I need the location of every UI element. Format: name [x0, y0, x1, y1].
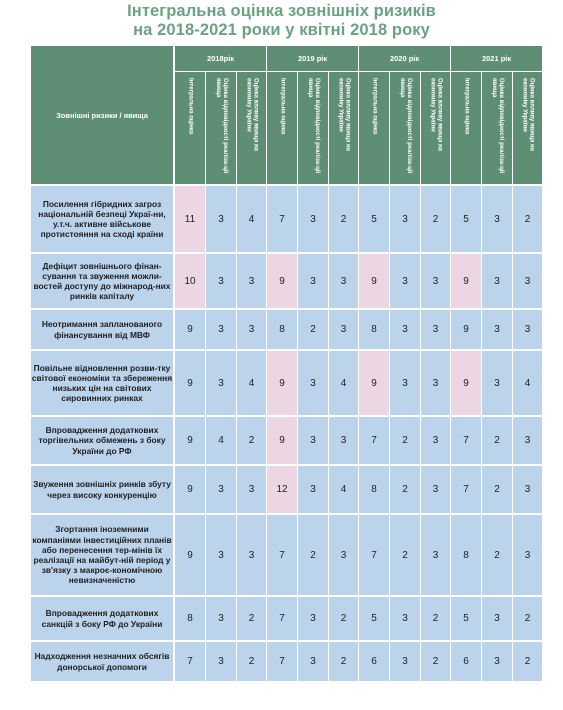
risk-label: Звуження зовнішніх ринків збуту через високу конкуренцію — [31, 464, 174, 513]
table-row — [31, 595, 542, 640]
subcolumn-header-label: Оцінка відповідності реаліза-ції явища — [399, 78, 413, 174]
risk-label: Посилення гібридних загроз національній безпеці Украї-ни, у.т.ч. активне військове протистояння на сході країни — [31, 184, 174, 252]
subcolumn-header — [174, 72, 205, 184]
table-row — [31, 513, 542, 595]
integral-score-cell: 9 — [174, 308, 205, 349]
impact-score-cell: 3 — [328, 513, 358, 595]
table-row — [31, 349, 542, 415]
impact-score-cell: 3 — [420, 308, 450, 349]
impact-score-cell: 4 — [328, 464, 358, 513]
subcolumn-header-label: Оцінка впливу явища на економіку України — [245, 78, 259, 151]
subcolumn-header-label: Інтегральна оцінка — [279, 78, 286, 135]
probability-score-cell: 2 — [389, 464, 420, 513]
probability-score-cell: 3 — [389, 184, 420, 252]
subcolumn-header — [512, 72, 542, 184]
subcolumn-header-label: Оцінка відповідності реаліза-ції явища — [307, 78, 321, 174]
subcolumn-header — [205, 72, 236, 184]
year-header-2020: 2020 рік — [358, 46, 450, 72]
probability-score-cell: 3 — [297, 184, 328, 252]
probability-score-cell: 3 — [481, 640, 512, 681]
probability-score-cell: 3 — [481, 308, 512, 349]
impact-score-cell: 2 — [420, 640, 450, 681]
impact-score-cell: 2 — [236, 415, 266, 464]
integral-score-cell: 7 — [266, 184, 297, 252]
probability-score-cell: 2 — [481, 513, 512, 595]
impact-score-cell: 3 — [512, 308, 542, 349]
risk-label: Впровадження додаткових санкцій з боку РФ до України — [31, 595, 174, 640]
impact-score-cell: 4 — [328, 349, 358, 415]
subcolumn-header-label: Оцінка відповідності реаліза-ції явища — [491, 78, 505, 174]
probability-score-cell: 2 — [389, 415, 420, 464]
risk-label: Неотримання запланованого фінансування від МВФ — [31, 308, 174, 349]
probability-score-cell: 3 — [297, 349, 328, 415]
page-title — [0, 0, 563, 42]
impact-score-cell: 2 — [512, 184, 542, 252]
probability-score-cell: 3 — [297, 595, 328, 640]
subcolumn-header-label: Оцінка впливу явища на економіку України — [337, 78, 351, 151]
integral-score-cell: 11 — [174, 184, 205, 252]
probability-score-cell: 3 — [481, 252, 512, 308]
probability-score-cell: 3 — [205, 349, 236, 415]
year-header-2021: 2021 рік — [450, 46, 542, 72]
probability-score-cell: 3 — [389, 349, 420, 415]
probability-score-cell: 3 — [389, 252, 420, 308]
probability-score-cell: 4 — [205, 415, 236, 464]
integral-score-cell: 9 — [266, 252, 297, 308]
integral-score-cell: 9 — [266, 415, 297, 464]
probability-score-cell: 2 — [481, 464, 512, 513]
impact-score-cell: 3 — [512, 415, 542, 464]
impact-score-cell: 2 — [328, 595, 358, 640]
integral-score-cell: 12 — [266, 464, 297, 513]
impact-score-cell: 2 — [236, 640, 266, 681]
probability-score-cell: 3 — [205, 513, 236, 595]
probability-score-cell: 2 — [297, 513, 328, 595]
impact-score-cell: 3 — [420, 349, 450, 415]
subcolumn-header-label: Інтегральна оцінка — [187, 78, 194, 135]
integral-score-cell: 8 — [174, 595, 205, 640]
impact-score-cell: 3 — [236, 464, 266, 513]
impact-score-cell: 4 — [236, 184, 266, 252]
impact-score-cell: 3 — [512, 464, 542, 513]
subcolumn-header — [389, 72, 420, 184]
year-header-2019: 2019 рік — [266, 46, 358, 72]
probability-score-cell: 3 — [481, 595, 512, 640]
impact-score-cell: 2 — [420, 595, 450, 640]
probability-score-cell: 3 — [205, 184, 236, 252]
subcolumn-header — [450, 72, 481, 184]
integral-score-cell: 9 — [358, 252, 389, 308]
impact-score-cell: 2 — [512, 595, 542, 640]
impact-score-cell: 2 — [328, 640, 358, 681]
impact-score-cell: 2 — [420, 184, 450, 252]
subcolumn-header — [328, 72, 358, 184]
integral-score-cell: 9 — [266, 349, 297, 415]
risk-label: Дефіцит зовнішнього фінан-сування та звуження можли-востей доступу до міжнарод-них ринків капіталу — [31, 252, 174, 308]
integral-score-cell: 7 — [358, 513, 389, 595]
risk-label: Надходження незначних обсягів донорської допомоги — [31, 640, 174, 681]
subcolumn-header — [266, 72, 297, 184]
integral-score-cell: 9 — [450, 308, 481, 349]
probability-score-cell: 2 — [481, 415, 512, 464]
integral-score-cell: 5 — [450, 595, 481, 640]
integral-score-cell: 7 — [450, 464, 481, 513]
title-line-2: на 2018-2021 роки у квітні 2018 року — [133, 21, 430, 39]
title-line-1: Інтегральна оцінка зовнішніх ризиків — [127, 2, 436, 20]
impact-score-cell: 3 — [420, 513, 450, 595]
impact-score-cell: 2 — [328, 184, 358, 252]
integral-score-cell: 5 — [358, 595, 389, 640]
integral-score-cell: 9 — [450, 349, 481, 415]
subcolumn-header-label: Оцінка відповідності реаліза-ції явища — [215, 78, 228, 174]
integral-score-cell: 7 — [266, 595, 297, 640]
probability-score-cell: 3 — [389, 640, 420, 681]
probability-score-cell: 3 — [297, 464, 328, 513]
integral-score-cell: 9 — [174, 513, 205, 595]
integral-score-cell: 8 — [358, 308, 389, 349]
probability-score-cell: 3 — [297, 640, 328, 681]
risk-label: Впровадження додаткових торгівельних обмежень з боку України до РФ — [31, 415, 174, 464]
integral-score-cell: 9 — [174, 464, 205, 513]
probability-score-cell: 3 — [481, 184, 512, 252]
impact-score-cell: 3 — [512, 513, 542, 595]
integral-score-cell: 7 — [450, 415, 481, 464]
integral-score-cell: 5 — [358, 184, 389, 252]
impact-score-cell: 3 — [420, 415, 450, 464]
subcolumn-header — [236, 72, 266, 184]
probability-score-cell: 3 — [481, 349, 512, 415]
subcolumn-header-label: Інтегральна оцінка — [371, 78, 378, 135]
impact-score-cell: 4 — [512, 349, 542, 415]
risk-label: Згортання іноземними компаніями інвестиційних планів або перенесення тер-мінів їх реалізації на майбут-ній період у зв'язку з макроє-кономічною невизначеністю — [31, 513, 174, 595]
probability-score-cell: 2 — [389, 513, 420, 595]
subcolumn-header — [297, 72, 328, 184]
probability-score-cell: 3 — [389, 308, 420, 349]
impact-score-cell: 3 — [236, 252, 266, 308]
probability-score-cell: 3 — [205, 640, 236, 681]
probability-score-cell: 3 — [205, 595, 236, 640]
impact-score-cell: 3 — [328, 308, 358, 349]
subcolumn-header — [481, 72, 512, 184]
integral-score-cell: 8 — [358, 464, 389, 513]
integral-score-cell: 6 — [358, 640, 389, 681]
subcolumn-header-label: Інтегральна оцінка — [463, 78, 470, 135]
integral-score-cell: 6 — [450, 640, 481, 681]
subcolumn-header — [358, 72, 389, 184]
integral-score-cell: 9 — [174, 349, 205, 415]
integral-score-cell: 7 — [266, 640, 297, 681]
impact-score-cell: 3 — [420, 252, 450, 308]
table-row — [31, 308, 542, 349]
subcolumn-header-label: Оцінка впливу явища на економіку України — [429, 78, 443, 151]
impact-score-cell: 4 — [236, 349, 266, 415]
integral-score-cell: 9 — [174, 415, 205, 464]
probability-score-cell: 3 — [389, 595, 420, 640]
integral-score-cell: 9 — [358, 349, 389, 415]
table-row — [31, 464, 542, 513]
integral-score-cell: 8 — [450, 513, 481, 595]
impact-score-cell: 3 — [236, 513, 266, 595]
integral-score-cell: 9 — [450, 252, 481, 308]
probability-score-cell: 3 — [205, 308, 236, 349]
integral-score-cell: 5 — [450, 184, 481, 252]
probability-score-cell: 3 — [297, 252, 328, 308]
risk-table — [31, 46, 542, 681]
table-row — [31, 415, 542, 464]
risk-label: Повільне відновлення розви-тку світової економіки та збереження низьких цін на світових сировинних ринках — [31, 349, 174, 415]
subcolumn-header-label: Оцінка впливу явища на економіку України — [521, 78, 535, 151]
probability-score-cell: 3 — [205, 464, 236, 513]
table-row — [31, 640, 542, 681]
impact-score-cell: 3 — [328, 415, 358, 464]
probability-score-cell: 3 — [205, 252, 236, 308]
integral-score-cell: 7 — [358, 415, 389, 464]
subcolumn-header — [420, 72, 450, 184]
impact-score-cell: 3 — [420, 464, 450, 513]
probability-score-cell: 2 — [297, 308, 328, 349]
table-row — [31, 252, 542, 308]
impact-score-cell: 3 — [512, 252, 542, 308]
probability-score-cell: 3 — [297, 415, 328, 464]
integral-score-cell: 10 — [174, 252, 205, 308]
impact-score-cell: 3 — [328, 252, 358, 308]
impact-score-cell: 3 — [236, 308, 266, 349]
risk-column-header: Зовнішні ризики / явища — [31, 46, 174, 184]
table-row — [31, 184, 542, 252]
impact-score-cell: 2 — [512, 640, 542, 681]
integral-score-cell: 7 — [266, 513, 297, 595]
integral-score-cell: 7 — [174, 640, 205, 681]
year-header-2018: 2018рік — [174, 46, 266, 72]
impact-score-cell: 2 — [236, 595, 266, 640]
integral-score-cell: 8 — [266, 308, 297, 349]
